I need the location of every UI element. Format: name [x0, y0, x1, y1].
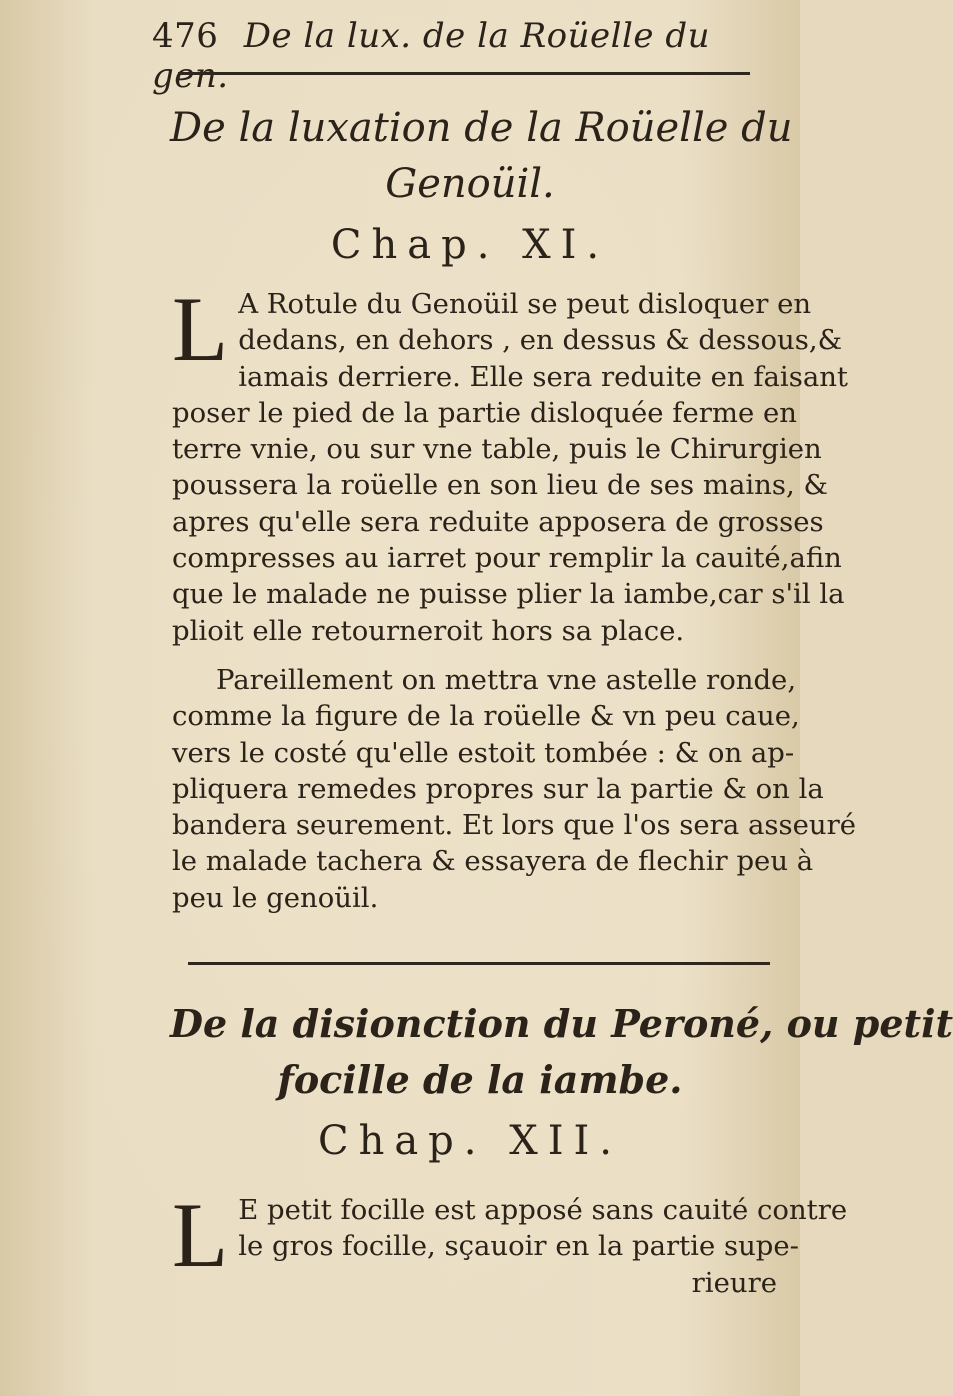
section-divider-rule [188, 962, 770, 965]
text-line: apres qu'elle sera reduite apposera de grosses [172, 505, 824, 538]
drop-cap: L [172, 1184, 229, 1286]
text-line: dedans, en dehors , en dessus & dessous,& [238, 324, 843, 357]
section-title-line: De la luxation de la Roüelle du [170, 105, 793, 151]
running-title: De la lux. de la Roüelle du gen. [152, 16, 710, 96]
section-title-line: focille de la iambe. [277, 1057, 683, 1102]
text-line: vers le costé qu'elle estoit tombée : & on ap- [172, 736, 795, 769]
text-line: peu le genoüil. [172, 881, 379, 914]
text-line: compresses au iarret pour remplir la cauité,afin [172, 542, 842, 575]
text-line: plioit elle retourneroit hors sa place. [172, 614, 685, 647]
section-title-line: De la disionction du Peroné, ou petit [170, 1001, 953, 1046]
paragraph-rotule [172, 278, 848, 649]
text-line: le gros focille, sçauoir en la partie supe- [238, 1230, 799, 1263]
section-title-line: Genoüil. [385, 161, 555, 207]
section-title-disionction [170, 996, 953, 1108]
text-line: pliquera remedes propres sur la partie & on la [172, 772, 824, 805]
header-rule [178, 72, 750, 75]
running-head [152, 16, 772, 96]
text-line: A Rotule du Genoüil se peut disloquer en [238, 288, 812, 320]
text-line: que le malade ne puisse plier la iambe,car s'il la [172, 578, 845, 611]
text-line: comme la figure de la roüelle & vn peu caue, [172, 700, 800, 733]
section-title-luxation [170, 100, 793, 212]
text-line: Pareillement on mettra vne astelle ronde, [216, 664, 797, 696]
page-number: 476 [152, 16, 219, 56]
text-line: le malade tachera & essayera de flechir peu à [172, 845, 814, 878]
paragraph-astelle [172, 662, 856, 916]
text-line: bandera seurement. Et lors que l'os sera asseuré [172, 809, 856, 842]
chapter-heading-xii: Chap. XII. [317, 1118, 623, 1164]
text-line: E petit focille est apposé sans cauité contre [238, 1194, 848, 1226]
drop-cap: L [172, 278, 229, 380]
text-line: poussera la roüelle en son lieu de ses mains, & [172, 469, 828, 502]
text-line: terre vnie, ou sur vne table, puis le Chirurgien [172, 433, 822, 466]
catchword: rieure [691, 1266, 777, 1299]
chapter-heading-xi: Chap. XI. [330, 222, 610, 268]
paragraph-petit-focille [172, 1184, 848, 1301]
text-line: poser le pied de la partie disloquée ferme en [172, 396, 797, 429]
text-line: iamais derriere. Elle sera reduite en faisant [238, 360, 848, 393]
